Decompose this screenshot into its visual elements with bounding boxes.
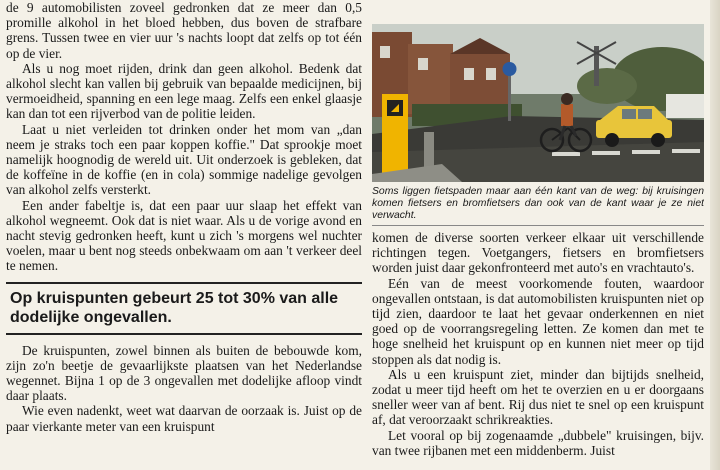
left-paragraph-3: Laat u niet verleiden tot drinken onder het mom van „dan neem je straks toch een paar koppen koffie." Dat sprookje moet namelijk hoognodig de wereld uit. Uit onderzoek is gebleken, dat de koffeïne in de koffie (en in cola) sommige nadelige gevolgen van alkohol zelfs versterkt.: [6, 121, 362, 198]
right-paragraph-4: Let vooral op bij zogenaamde „dubbele" kruisingen, bijv. van twee rijbanen met een middenberm. Juist: [372, 427, 704, 458]
street-photo: [372, 24, 704, 182]
page-edge: [710, 0, 720, 470]
photo-caption: Soms liggen fietspaden maar aan één kant van de weg: bij kruisingen komen fietsers en bromfietsers dan ook van de kant waar je ze niet verwacht.: [372, 186, 704, 221]
section-headline: Op kruispunten gebeurt 25 tot 30% van alle dodelijke ongevallen.: [6, 282, 362, 335]
right-paragraph-1: komen de diverse soorten verkeer elkaar uit verschillende richtingen tegen. Voetgangers, fietsers en bromfietsers worden juist daar gekonfronteerd met auto's en vrachtauto's.: [372, 230, 704, 276]
right-paragraph-2: Eén van de meest voorkomende fouten, waardoor ongevallen ontstaan, is dat automobilisten kruispunten niet op tijd zien, daardoor te laat het gevaar onderkennen en niet goed op de voorrangsregeling letten. Ze komen dan met te hoge snelheid het kruispunt op en kunnen niet meer op tijd stoppen als dat nodig is.: [372, 275, 704, 367]
caption-divider: [372, 225, 704, 226]
left-paragraph-6: Wie even nadenkt, weet wat daarvan de oorzaak is. Juist op de paar vierkante meter van een kruispunt: [6, 403, 362, 434]
left-column: [6, 0, 362, 470]
right-column: [372, 0, 704, 470]
right-paragraph-3: Als u een kruispunt ziet, minder dan bijtijds snelheid, zodat u meer tijd heeft om het te overzien en u er doorgaans sneller weer van af bent. Rij dus niet te snel op een kruispunt af, dat veroorzaakt schrikreakties.: [372, 366, 704, 428]
left-paragraph-5: De kruispunten, zowel binnen als buiten de bebouwde kom, zijn zo'n beetje de gevaarlijkste plaatsen van het Nederlandse wegennet. Bijna 1 op de 3 ongevallen met dodelijke afloop vindt daar plaats.: [6, 342, 362, 404]
street-photo-illustration: [372, 24, 704, 182]
left-paragraph-2: Als u nog moet rijden, drink dan geen alkohol. Bedenk dat alkohol slecht kan vallen bij gebruik van bepaalde medicijnen, bij vermoeidheid, spanning en een lege maag. Zelfs een enkel glaasje kan dan tot een rijverbod van de politie leiden.: [6, 60, 362, 122]
left-paragraph-1: de 9 automobilisten zoveel gedronken dat ze meer dan 0,5 promille alkohol in het bloed hebben, dus boven de strafbare grens. Tussen twee en vier uur 's nachts loopt dat zelfs op tot één op de vier.: [6, 0, 362, 61]
left-paragraph-4: Een ander fabeltje is, dat een paar uur slaap het effekt van alkohol wegneemt. Ook dat is niet waar. Als u de vorige avond en nacht stevig gedronken heeft, kunt u zich 's morgens wel nuchter voelen, maar u bent nog steeds onbekwaam om aan 't verkeer deel te nemen.: [6, 197, 362, 274]
